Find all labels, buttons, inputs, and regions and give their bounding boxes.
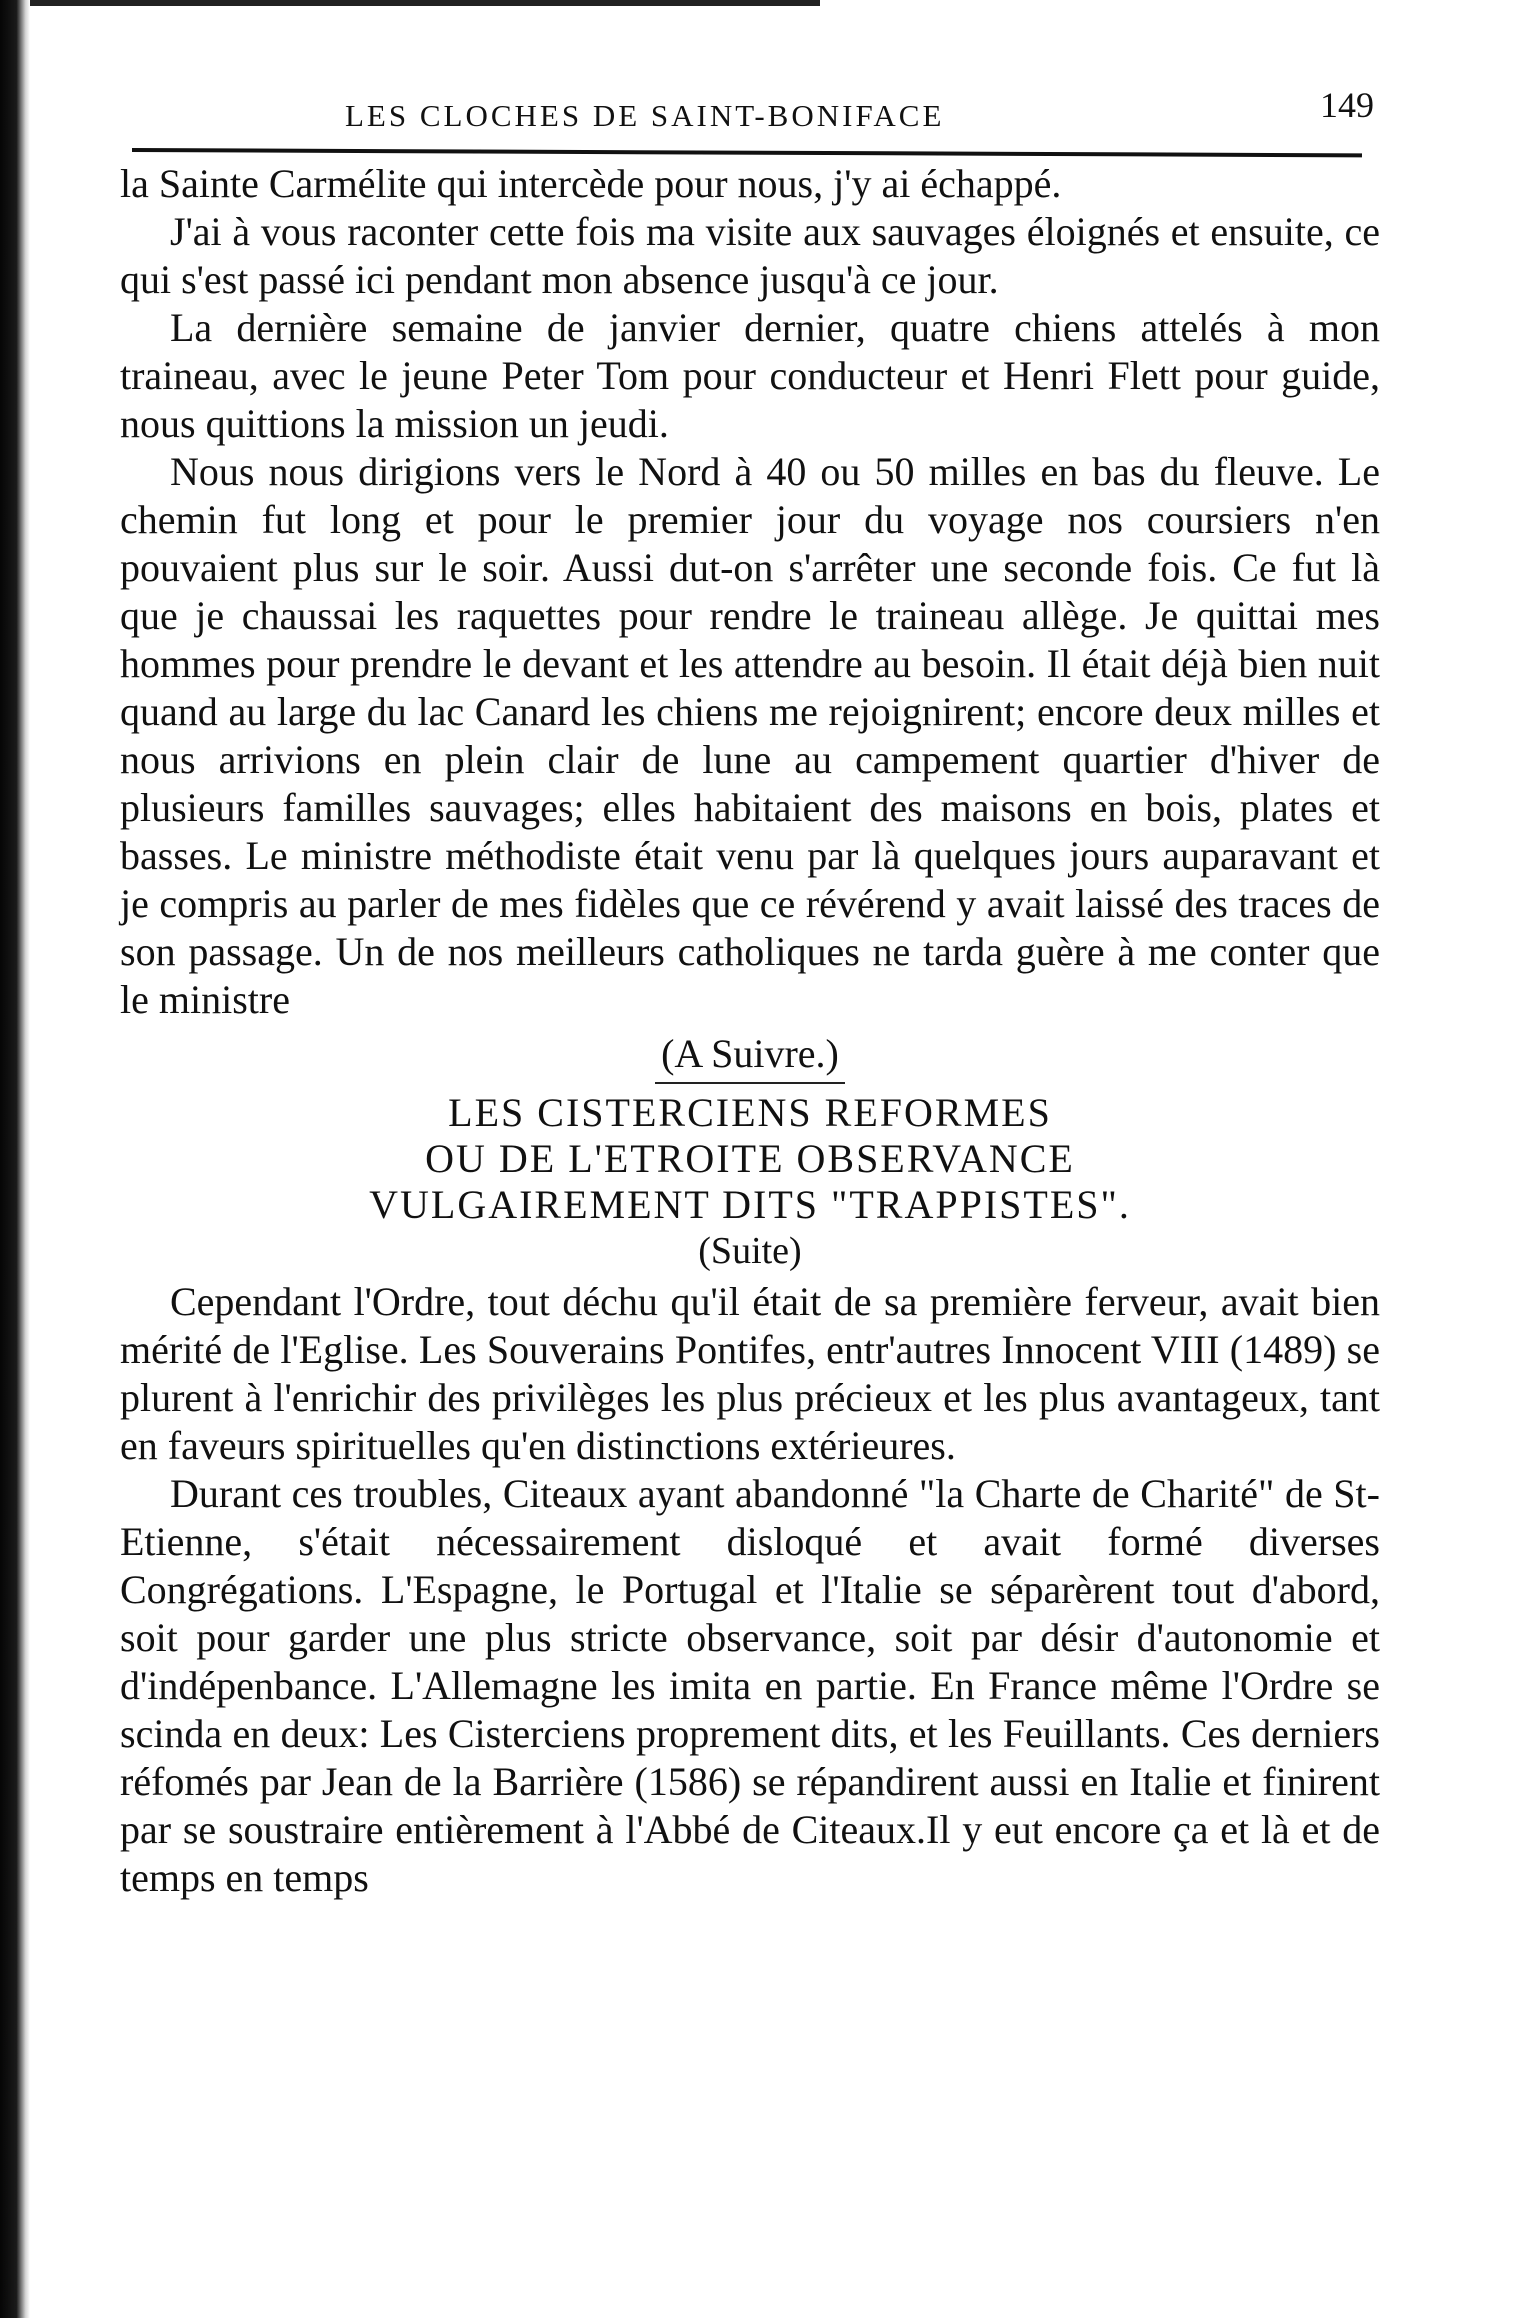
article-letter (120, 160, 1380, 1080)
section-title-line: VULGAIREMENT DITS "TRAPPISTES". (369, 1182, 1131, 1227)
page-number: 149 (1320, 85, 1374, 125)
book-page (120, 70, 1380, 1902)
paragraph: la Sainte Carmélite qui intercède pour nous, j'y ai échappé. (120, 161, 1062, 206)
section-subtitle: (Suite) (698, 1230, 802, 1272)
paragraph: Nous nous dirigions vers le Nord à 40 ou 50 milles en bas du fleuve. Le chemin fut long et pour le premier jour du voyage nos coursiers n'en pouvaient plus sur le soir. Aussi dut-on s'arrêter une seconde fois. Ce fut là que je chaussai les raquettes pour rendre le traineau allège. Je quittai mes hommes pour prendre le devant et les attendre au besoin. Il était déjà bien nuit quand au large du lac Canard les chiens me rejoignirent; encore deux milles et nous arrivions en plein clair de lune au campement quartier d'hiver de plusieurs familles sauvages; elles habitaient des maisons en bois, plates et basses. Le ministre méthodiste était venu par là quelques jours auparavant et je compris au parler de mes fidèles que ce révérend y avait laissé des traces de son passage. Un de nos meilleurs catholiques ne tarda guère à me conter que le ministre (120, 449, 1380, 1022)
section-title-line: OU DE L'ETROITE OBSERVANCE (425, 1136, 1075, 1181)
article-cisterciens (120, 1090, 1380, 1902)
paragraph: J'ai à vous raconter cette fois ma visite aux sauvages éloignés et ensuite, ce qui s'est passé ici pendant mon absence jusqu'à ce jour. (120, 209, 1380, 302)
section-title-line: LES CISTERCIENS REFORMES (448, 1090, 1052, 1135)
page-header (120, 70, 1380, 148)
page-top-edge (30, 0, 820, 6)
running-title: LES CLOCHES DE SAINT-BONIFACE (345, 98, 945, 133)
header-rule (132, 148, 1362, 157)
paragraph: Cependant l'Ordre, tout déchu qu'il était de sa première ferveur, avait bien mérité de l'Eglise. Les Souverains Pontifes, entr'autres Innocent VIII (1489) se plurent à l'enrichir des privilèges les plus précieux et les plus avantageux, tant en faveurs spirituelles qu'en distinctions extérieures. (120, 1279, 1380, 1468)
paragraph: Durant ces troubles, Citeaux ayant abandonné "la Charte de Charité" de St-Etienne, s'était nécessairement disloqué et avait formé diverses Congrégations. L'Espagne, le Portugal et l'Italie se séparèrent tout d'abord, soit pour garder une plus stricte observance, soit par désir d'autonomie et d'indépenbance. L'Allemagne les imita en partie. En France même l'Ordre se scinda en deux: Les Cisterciens proprement dits, et les Feuillants. Ces derniers réfomés par Jean de la Barrière (1586) se répandirent aussi en Italie et finirent par se soustraire entièrement à l'Abbé de Citeaux.Il y eut encore ça et là et de temps en temps (120, 1471, 1380, 1900)
paragraph: La dernière semaine de janvier dernier, quatre chiens attelés à mon traineau, avec le jeune Peter Tom pour conducteur et Henri Flett pour guide, nous quittions la mission un jeudi. (120, 305, 1380, 446)
section-separator (655, 1082, 845, 1084)
page-edge-shadow (0, 0, 30, 2318)
to-be-continued: (A Suivre.) (661, 1031, 839, 1076)
